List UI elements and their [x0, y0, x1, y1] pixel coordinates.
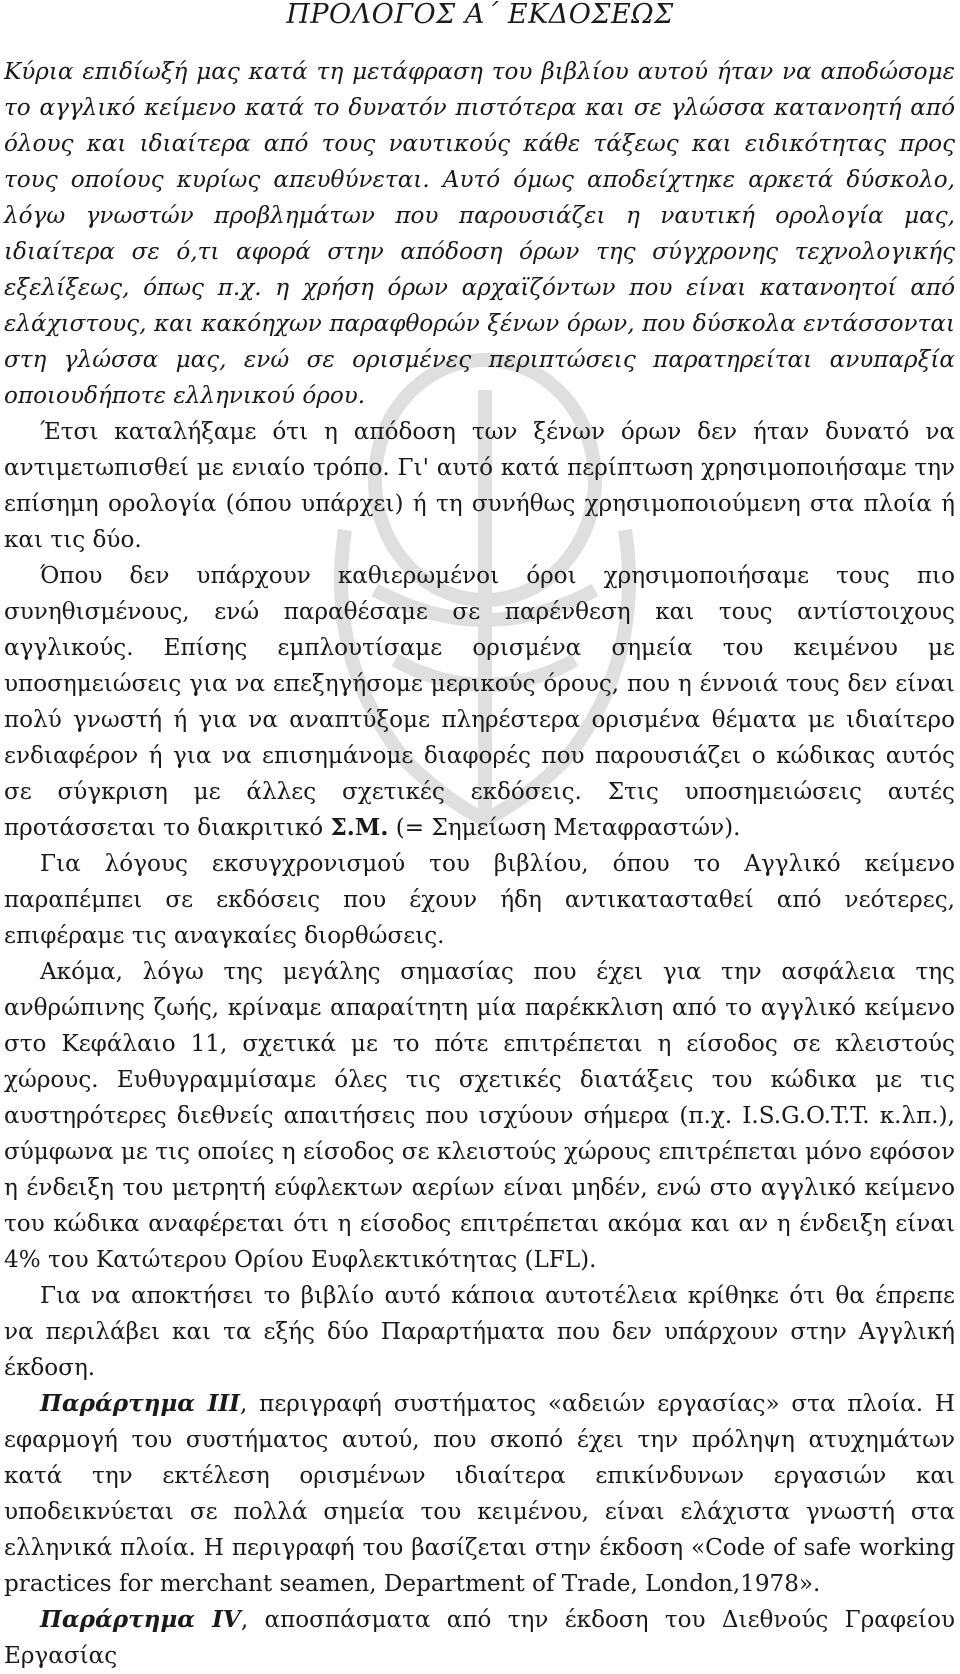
paragraph-8 — [4, 1602, 955, 1674]
paragraph-7 — [4, 1386, 955, 1602]
appendix-iii-heading: Παράρτημα ΙΙΙ — [40, 1390, 240, 1417]
appendix-iv-heading: Παράρτημα IV — [40, 1606, 241, 1633]
paragraph-6: Για να αποκτήσει το βιβλίο αυτό κάποια αυτοτέλεια κρίθηκε ότι θα έπρεπε να περιλάβει και τα εξής δύο Παραρτήματα που δεν υπάρχουν στην Αγγλική έκδοση. — [4, 1283, 955, 1381]
paragraph-3 — [4, 558, 955, 846]
translator-note-marker: Σ.Μ. — [330, 814, 389, 841]
document-body — [4, 54, 955, 1674]
paragraph-3-text: Όπου δεν υπάρχουν καθιερωμένοι όροι χρησιμοποιήσαμε τους πιο συνηθισμένους, ενώ παραθέσαμε σε παρένθεση και τους αντίστοιχους αγγλικούς. Επίσης εμπλουτίσαμε ορισμένα σημεία του κειμένου με υποσημειώσεις για να επεξηγήσομε μερικούς όρους, που η έννοιά τους δεν είναι πολύ γνωστή ή για να αναπτύξομε πληρέστερα ορισμένα θέματα με ιδιαίτερο ενδιαφέρον ή για να επισημάνομε διαφορές που παρουσιάζει ο κώδικας αυτός σε σύγκριση με άλλες σχετικές εκδόσεις. Στις υποσημειώσεις αυτές προτάσσεται το διακριτικό — [4, 563, 955, 841]
paragraph-8-text: , αποσπάσματα από την έκδοση του Διεθνούς Γραφείου Εργασίας — [4, 1607, 956, 1669]
page-title: ΠΡΟΛΟΓΟΣ Α΄ ΕΚΔΟΣΕΩΣ — [286, 0, 674, 30]
paragraph-5: Ακόμα, λόγω της μεγάλης σημασίας που έχει για την ασφάλεια της ανθρώπινης ζωής, κρίναμε απαραίτητη μία παρέκκλιση από το αγγλικό κείμενο στο Κεφάλαιο 11, σχετικά με το πότε επιτρέπεται η είσοδος σε κλειστούς χώρους. Ευθυγραμμίσαμε όλες τις σχετικές διατάξεις του κώδικα με τις αυστηρότερες διεθνείς απαιτήσεις που ισχύουν σήμερα (π.χ. I.S.G.O.T.T. κ.λπ.), σύμφωνα με τις οποίες η είσοδος σε κλειστούς χώρους επιτρέπεται μόνο εφόσον η ένδειξη του μετρητή εύφλεκτων αερίων είναι μηδέν, ενώ στο αγγλικό κείμενο του κώδικα αναφέρεται ότι η είσοδος επιτρέπεται ακόμα και αν η ένδειξη είναι 4% του Κατώτερου Ορίου Ευφλεκτικότητας (LFL). — [4, 959, 955, 1273]
paragraph-7-text: , περιγραφή συστήματος «αδειών εργασίας» στα πλοία. Η εφαρμογή του συστήματος αυτού, που σκοπό έχει την πρόληψη ατυχημάτων κατά την εκτέλεση ορισμένων ιδιαίτερα επικίνδυνων εργασιών και υποδεικνύεται σε πολλά σημεία του κειμένου, είναι ελάχιστα γνωστή στα ελληνικά πλοία. Η περιγραφή του βασίζεται στην έκδοση «Code of safe working practices for merchant seamen, Department of Trade, London,1978». — [4, 1391, 956, 1597]
paragraph-3-after: (= Σημείωση Μεταφραστών). — [388, 815, 741, 841]
paragraph-1: Κύρια επιδίωξή μας κατά τη μετάφραση του βιβλίου αυτού ήταν να αποδώσομε το αγγλικό κείμενο κατά το δυνατόν πιστότερα και σε γλώσσα κατανοητή από όλους και ιδιαίτερα από τους ναυτικούς κάθε τάξεως και ειδικότητας προς τους οποίους κυρίως απευθύνεται. Αυτό όμως αποδείχτηκε αρκετά δύσκολο, λόγω γνωστών προβλημάτων που παρουσιάζει η ναυτική ορολογία μας, ιδιαίτερα σε ό,τι αφορά στην απόδοση όρων της σύγχρονης τεχνολογικής εξελίξεως, όπως π.χ. η χρήση όρων αρχαϊζόντων που είναι κατανοητοί από ελάχιστους, και κακόηχων παραφθορών ξένων όρων, που δύσκολα εντάσσονται στη γλώσσα μας, ενώ σε ορισμένες περιπτώσεις παρατηρείται ανυπαρξία οποιουδήποτε ελληνικού όρου. — [4, 59, 955, 409]
paragraph-2: Έτσι καταλήξαμε ότι η απόδοση των ξένων όρων δεν ήταν δυνατό να αντιμετωπισθεί με ενιαίο τρόπο. Γι' αυτό κατά περίπτωση χρησιμοποιήσαμε την επίσημη ορολογία (όπου υπάρχει) ή τη συνήθως χρησιμοποιούμενη στα πλοία ή και τις δύο. — [4, 419, 955, 553]
paragraph-4: Για λόγους εκσυγχρονισμού του βιβλίου, όπου το Αγγλικό κείμενο παραπέμπει σε εκδόσεις που έχουν ήδη αντικατασταθεί από νεότερες, επιφέραμε τις αναγκαίες διορθώσεις. — [4, 851, 955, 949]
